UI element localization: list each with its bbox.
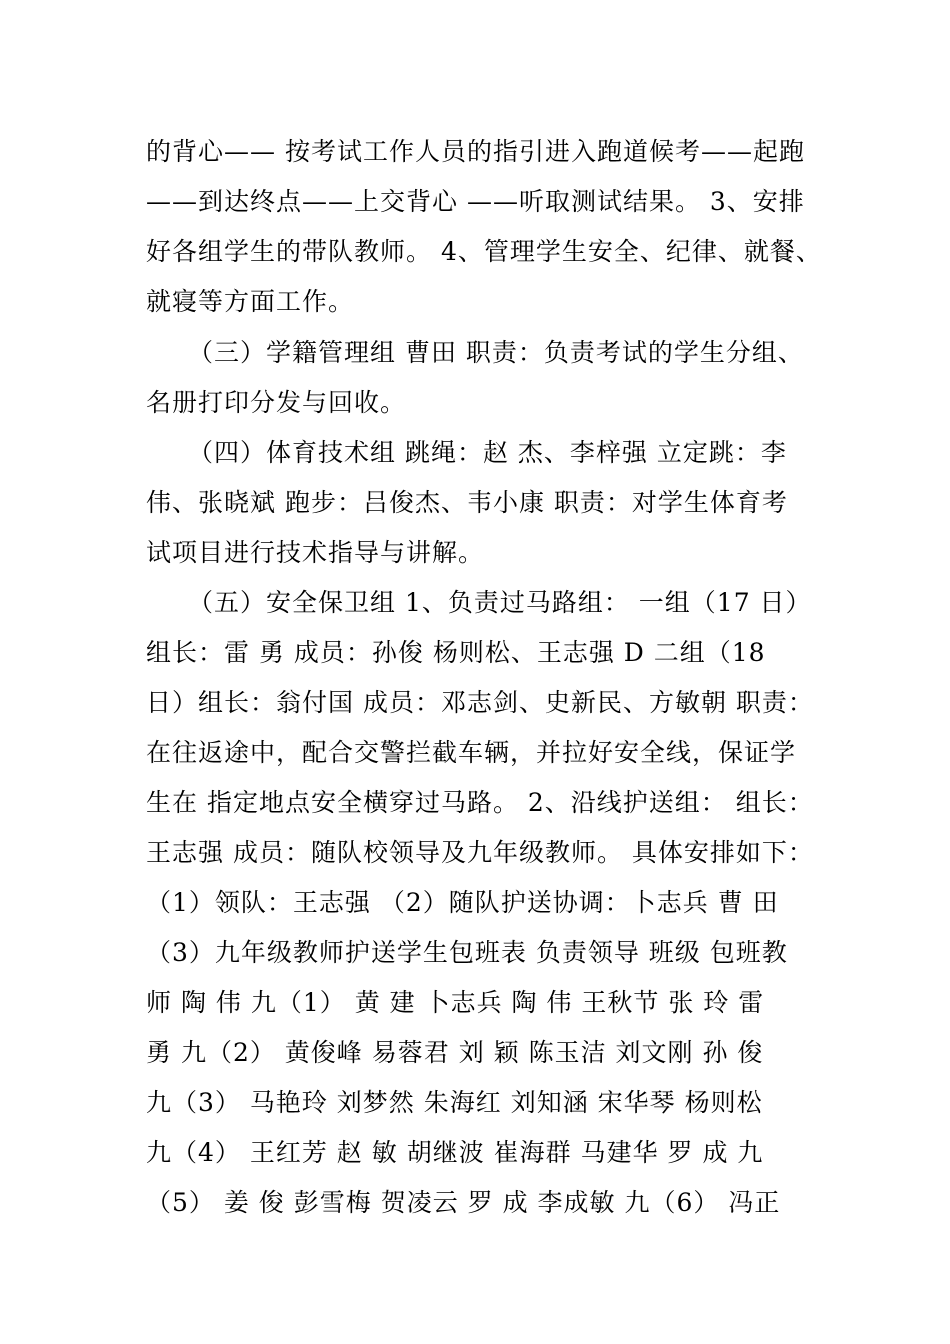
text-line-1: 的背心—— 按考试工作人员的指引进入跑道候考——起跑 xyxy=(146,137,805,166)
text-line-9: 试项目进行技术指导与讲解。 xyxy=(146,538,485,567)
text-line-21: 九（4） 王红芳 赵 敏 胡继波 崔海群 马建华 罗 成 九 xyxy=(146,1138,764,1167)
text-line-10: （五）安全保卫组 1、负责过马路组： 一组（17 日） xyxy=(188,588,812,617)
text-line-13: 在往返途中，配合交警拦截车辆，并拉好安全线，保证学 xyxy=(146,738,797,767)
text-line-14: 生在 指定地点安全横穿过马路。 2、沿线护送组： 组长： xyxy=(146,788,814,817)
text-line-2: ——到达终点——上交背心 ——听取测试结果。 3、安排 xyxy=(146,187,805,216)
text-line-16: （1）领队：王志强 （2）随队护送协调：卜志兵 曹 田 xyxy=(146,888,779,917)
text-line-4: 就寝等方面工作。 xyxy=(146,287,355,316)
text-line-3: 好各组学生的带队教师。 4、管理学生安全、纪律、就餐、 xyxy=(146,237,822,266)
text-line-22: （5） 姜 俊 彭雪梅 贺凌云 罗 成 李成敏 九（6） 冯正 xyxy=(146,1188,781,1217)
text-line-17: （3）九年级教师护送学生包班表 负责领导 班级 包班教 xyxy=(146,938,788,967)
text-line-7: （四）体育技术组 跳绳：赵 杰、李梓强 立定跳：李 xyxy=(188,438,787,467)
text-line-18: 师 陶 伟 九（1） 黄 建 卜志兵 陶 伟 王秋节 张 玲 雷 xyxy=(146,988,765,1017)
text-line-8: 伟、张晓斌 跑步：吕俊杰、韦小康 职责：对学生体育考 xyxy=(146,488,788,517)
text-line-12: 日）组长：翁付国 成员：邓志剑、史新民、方敏朝 职责： xyxy=(146,688,814,717)
text-line-5: （三）学籍管理组 曹田 职责：负责考试的学生分组、 xyxy=(188,338,804,367)
text-line-6: 名册打印分发与回收。 xyxy=(146,388,407,417)
text-line-11: 组长：雷 勇 成员：孙俊 杨则松、王志强 D 二组（18 xyxy=(146,638,766,667)
text-line-20: 九（3） 马艳玲 刘梦然 朱海红 刘知涵 宋华琴 杨则松 xyxy=(146,1088,763,1117)
text-line-19: 勇 九（2） 黄俊峰 易蓉君 刘 颖 陈玉洁 刘文刚 孙 俊 xyxy=(146,1038,764,1067)
text-line-15: 王志强 成员：随队校领导及九年级教师。 具体安排如下： xyxy=(146,838,814,867)
